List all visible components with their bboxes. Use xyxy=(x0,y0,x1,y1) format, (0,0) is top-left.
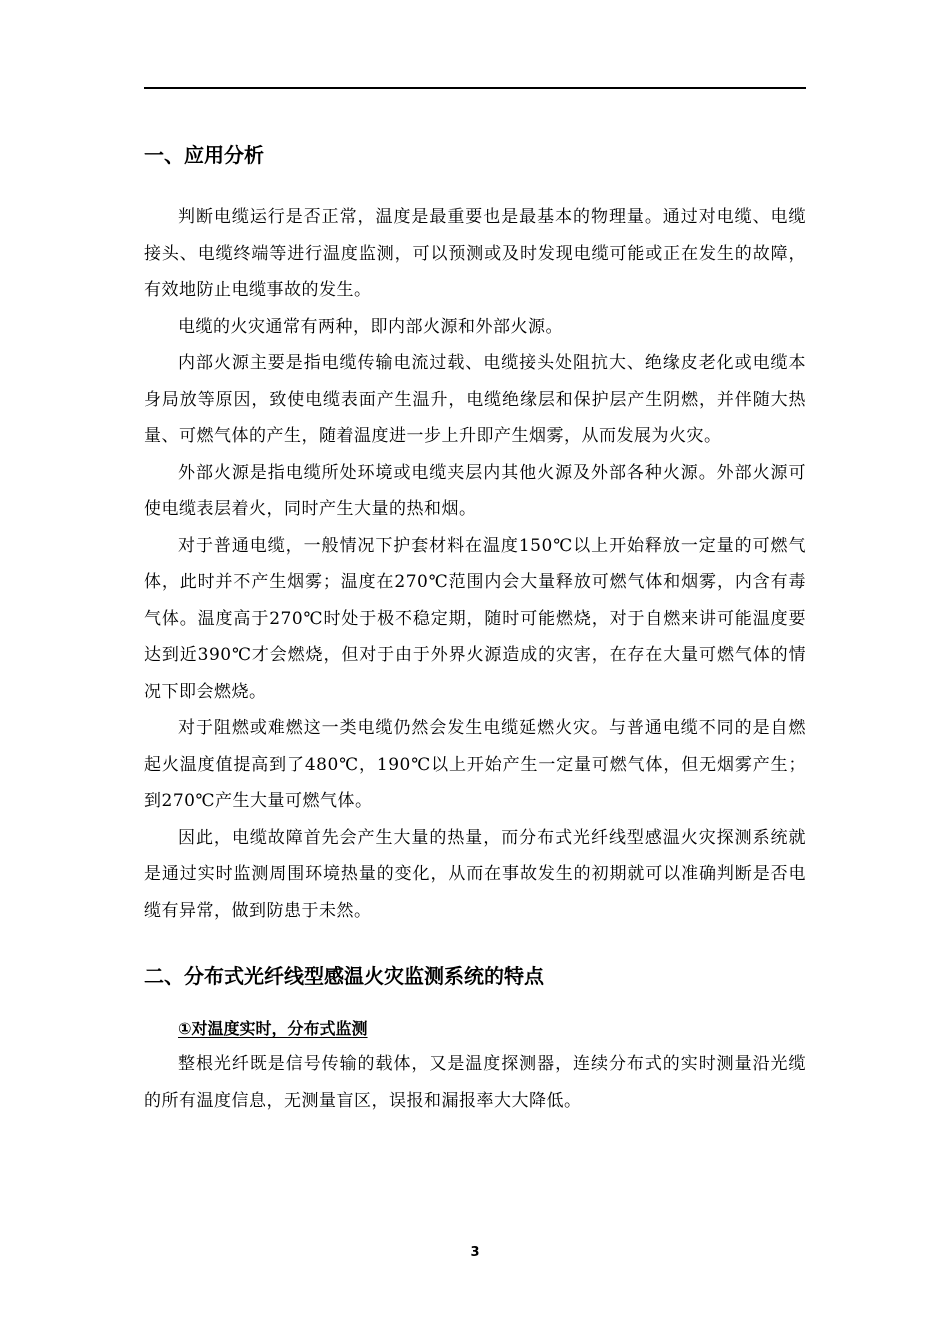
page-number: 3 xyxy=(470,1245,480,1260)
paragraph: 对于阻燃或难燃这一类电缆仍然会发生电缆延燃火灾。与普通电缆不同的是自燃起火温度值提高到了480℃，190℃以上开始产生一定量可燃气体，但无烟雾产生；到270℃产生大量可燃气体。 xyxy=(144,718,806,811)
paragraph: 电缆的火灾通常有两种，即内部火源和外部火源。 xyxy=(178,316,563,337)
paragraph: 因此，电缆故障首先会产生大量的热量，而分布式光纤线型感温火灾探测系统就是通过实时监测周围环境热量的变化，从而在事故发生的初期就可以准确判断是否电缆有异常，做到防患于未然。 xyxy=(144,827,806,921)
section-heading-2: 二、分布式光纤线型感温火灾监测系统的特点 xyxy=(144,964,544,988)
subsection-heading xyxy=(144,1012,806,1046)
section-1-body xyxy=(144,199,806,929)
header-rule xyxy=(144,87,806,89)
paragraph: 内部火源主要是指电缆传输电流过载、电缆接头处阻抗大、绝缘皮老化或电缆本身局放等原因，致使电缆表面产生温升，电缆绝缘层和保护层产生阴燃，并伴随大热量、可燃气体的产生，随着温度进一步上升即产生烟雾，从而发展为火灾。 xyxy=(144,353,806,446)
paragraph: 整根光纤既是信号传输的载体，又是温度探测器，连续分布式的实时测量沿光缆的所有温度信息，无测量盲区，误报和漏报率大大降低。 xyxy=(144,1054,806,1111)
document-body xyxy=(144,132,806,1119)
subsection-heading-text: ①对温度实时，分布式监测 xyxy=(178,1019,368,1038)
section-heading-1: 一、应用分析 xyxy=(144,143,264,167)
paragraph: 对于普通电缆，一般情况下护套材料在温度150℃以上开始释放一定量的可燃气体，此时并不产生烟雾；温度在270℃范围内会大量释放可燃气体和烟雾，内含有毒气体。温度高于270℃时处于极不稳定期，随时可能燃烧，对于自燃来讲可能温度要达到近390℃才会燃烧，但对于由于外界火源造成的灾害，在存在大量可燃气体的情况下即会燃烧。 xyxy=(144,535,806,702)
paragraph: 判断电缆运行是否正常，温度是最重要也是最基本的物理量。通过对电缆、电缆接头、电缆终端等进行温度监测，可以预测或及时发现电缆可能或正在发生的故障，有效地防止电缆事故的发生。 xyxy=(144,207,806,300)
paragraph: 外部火源是指电缆所处环境或电缆夹层内其他火源及外部各种火源。外部火源可使电缆表层着火，同时产生大量的热和烟。 xyxy=(144,462,806,519)
